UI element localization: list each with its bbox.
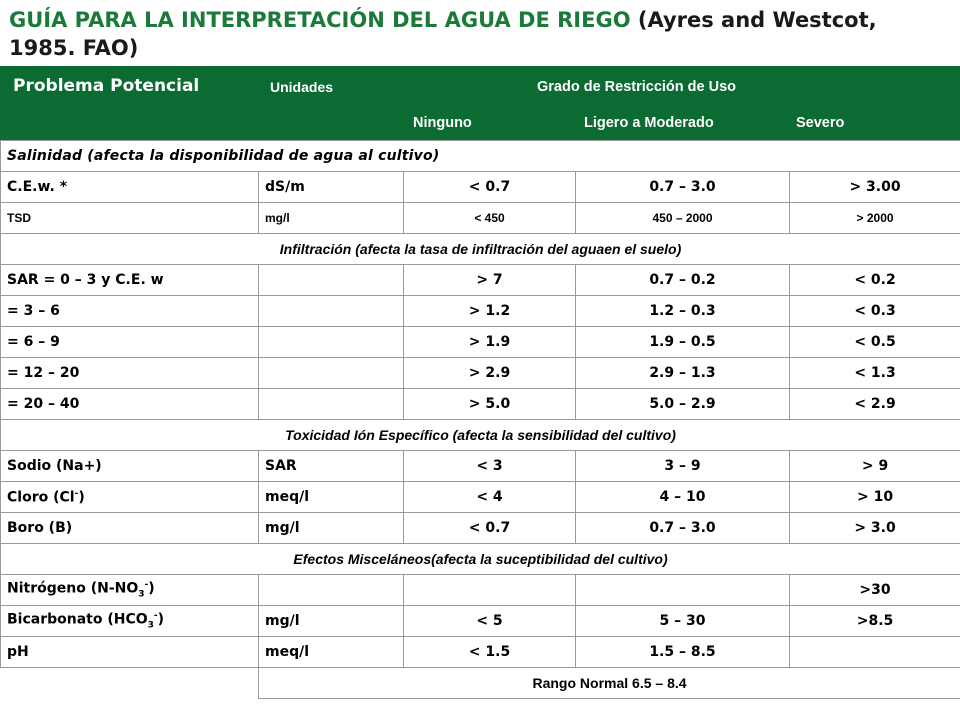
severe-cell: < 0.3 — [790, 296, 960, 327]
unit-cell: meq/l — [259, 637, 404, 668]
none-cell: < 3 — [404, 451, 576, 482]
moderate-cell: 1.9 – 0.5 — [576, 327, 790, 358]
unit-cell — [259, 575, 404, 606]
none-cell — [404, 575, 576, 606]
severe-cell: < 2.9 — [790, 389, 960, 420]
unit-cell: dS/m — [259, 172, 404, 203]
none-cell: < 0.7 — [404, 172, 576, 203]
moderate-cell: 1.2 – 0.3 — [576, 296, 790, 327]
param-cell: Sodio (Na+) — [1, 451, 259, 482]
section-misc: Efectos Misceláneos(afecta la suceptibilidad del cultivo) — [1, 544, 960, 575]
param-text: Cloro (Cl — [7, 489, 75, 506]
section-row-infiltration — [1, 234, 960, 265]
param-text-end: ) — [157, 611, 165, 628]
severe-cell: >8.5 — [790, 606, 960, 637]
none-cell: < 0.7 — [404, 513, 576, 544]
none-cell: > 1.2 — [404, 296, 576, 327]
header-units: Unidades — [270, 79, 334, 95]
table-row — [1, 172, 960, 203]
none-cell: < 450 — [404, 203, 576, 234]
param-cell: C.E.w. * — [1, 172, 259, 203]
unit-cell: mg/l — [259, 203, 404, 234]
table-row — [1, 358, 960, 389]
moderate-cell: 3 – 9 — [576, 451, 790, 482]
header-severe: Severo — [796, 115, 845, 131]
moderate-cell: 1.5 – 8.5 — [576, 637, 790, 668]
unit-cell — [259, 327, 404, 358]
none-cell: > 5.0 — [404, 389, 576, 420]
severe-cell: < 0.2 — [790, 265, 960, 296]
unit-cell — [259, 389, 404, 420]
severe-cell: > 10 — [790, 482, 960, 513]
param-text: Nitrógeno (N-NO — [7, 580, 139, 597]
moderate-cell: 4 – 10 — [576, 482, 790, 513]
severe-cell: > 3.0 — [790, 513, 960, 544]
water-quality-table — [0, 140, 960, 699]
section-row-misc — [1, 544, 960, 575]
table-row — [1, 265, 960, 296]
header-problem: Problema Potencial — [13, 76, 200, 96]
section-salinity: Salinidad (afecta la disponibilidad de agua al cultivo) — [1, 141, 960, 172]
title-citation: (Ayres and Westcot, 1985. FAO) — [9, 8, 877, 60]
table-row — [1, 575, 960, 606]
severe-cell: > 3.00 — [790, 172, 960, 203]
severe-cell: < 0.5 — [790, 327, 960, 358]
severe-cell: < 1.3 — [790, 358, 960, 389]
moderate-cell — [576, 575, 790, 606]
header-none: Ninguno — [413, 115, 472, 131]
param-cell: TSD — [1, 203, 259, 234]
table-header — [0, 66, 960, 140]
table-row — [1, 203, 960, 234]
none-cell: > 1.9 — [404, 327, 576, 358]
table-row — [1, 296, 960, 327]
unit-cell — [259, 358, 404, 389]
table-row — [1, 451, 960, 482]
unit-cell — [259, 296, 404, 327]
param-cell: SAR = 0 – 3 y C.E. w — [1, 265, 259, 296]
param-sup: - — [74, 488, 79, 499]
page-title — [9, 6, 949, 62]
param-cell: = 6 – 9 — [1, 327, 259, 358]
param-text-end: ) — [148, 580, 155, 597]
param-cell — [1, 575, 259, 606]
table-row — [1, 637, 960, 668]
param-sup: - — [153, 611, 158, 622]
none-cell: > 7 — [404, 265, 576, 296]
param-sub: 3 — [138, 589, 145, 600]
table-row — [1, 606, 960, 637]
severe-cell: > 9 — [790, 451, 960, 482]
none-cell: < 1.5 — [404, 637, 576, 668]
moderate-cell: 0.7 – 3.0 — [576, 513, 790, 544]
table-row — [1, 327, 960, 358]
unit-cell: SAR — [259, 451, 404, 482]
section-row-salinity — [1, 141, 960, 172]
unit-cell: mg/l — [259, 606, 404, 637]
param-cell — [1, 606, 259, 637]
moderate-cell: 5 – 30 — [576, 606, 790, 637]
param-sub: 3 — [147, 620, 154, 631]
param-text-end: ) — [78, 489, 85, 506]
param-cell — [1, 482, 259, 513]
param-text: Bicarbonato (HCO — [7, 611, 148, 628]
severe-cell — [790, 637, 960, 668]
param-cell: = 3 – 6 — [1, 296, 259, 327]
severe-cell: >30 — [790, 575, 960, 606]
footer-row — [1, 668, 960, 699]
unit-cell: mg/l — [259, 513, 404, 544]
title-main: GUÍA PARA LA INTERPRETACIÓN DEL AGUA DE RIEGO — [9, 8, 631, 32]
header-restriction: Grado de Restricción de Uso — [537, 79, 737, 95]
param-sup: - — [144, 580, 149, 591]
param-cell: = 12 – 20 — [1, 358, 259, 389]
normal-range-cell: Rango Normal 6.5 – 8.4 — [259, 668, 960, 699]
table-row — [1, 482, 960, 513]
unit-cell — [259, 265, 404, 296]
param-cell: Boro (B) — [1, 513, 259, 544]
moderate-cell: 2.9 – 1.3 — [576, 358, 790, 389]
table-row — [1, 513, 960, 544]
moderate-cell: 0.7 – 3.0 — [576, 172, 790, 203]
section-infiltration: Infiltración (afecta la tasa de infiltración del aguaen el suelo) — [1, 234, 960, 265]
moderate-cell: 5.0 – 2.9 — [576, 389, 790, 420]
header-moderate: Ligero a Moderado — [584, 115, 714, 131]
severe-cell: > 2000 — [790, 203, 960, 234]
none-cell: > 2.9 — [404, 358, 576, 389]
param-cell: = 20 – 40 — [1, 389, 259, 420]
moderate-cell: 450 – 2000 — [576, 203, 790, 234]
section-toxicity: Toxicidad Ión Específico (afecta la sensibilidad del cultivo) — [1, 420, 960, 451]
blank-cell — [1, 668, 259, 699]
param-cell: pH — [1, 637, 259, 668]
unit-cell: meq/l — [259, 482, 404, 513]
moderate-cell: 0.7 – 0.2 — [576, 265, 790, 296]
none-cell: < 5 — [404, 606, 576, 637]
section-row-toxicity — [1, 420, 960, 451]
none-cell: < 4 — [404, 482, 576, 513]
table-row — [1, 389, 960, 420]
